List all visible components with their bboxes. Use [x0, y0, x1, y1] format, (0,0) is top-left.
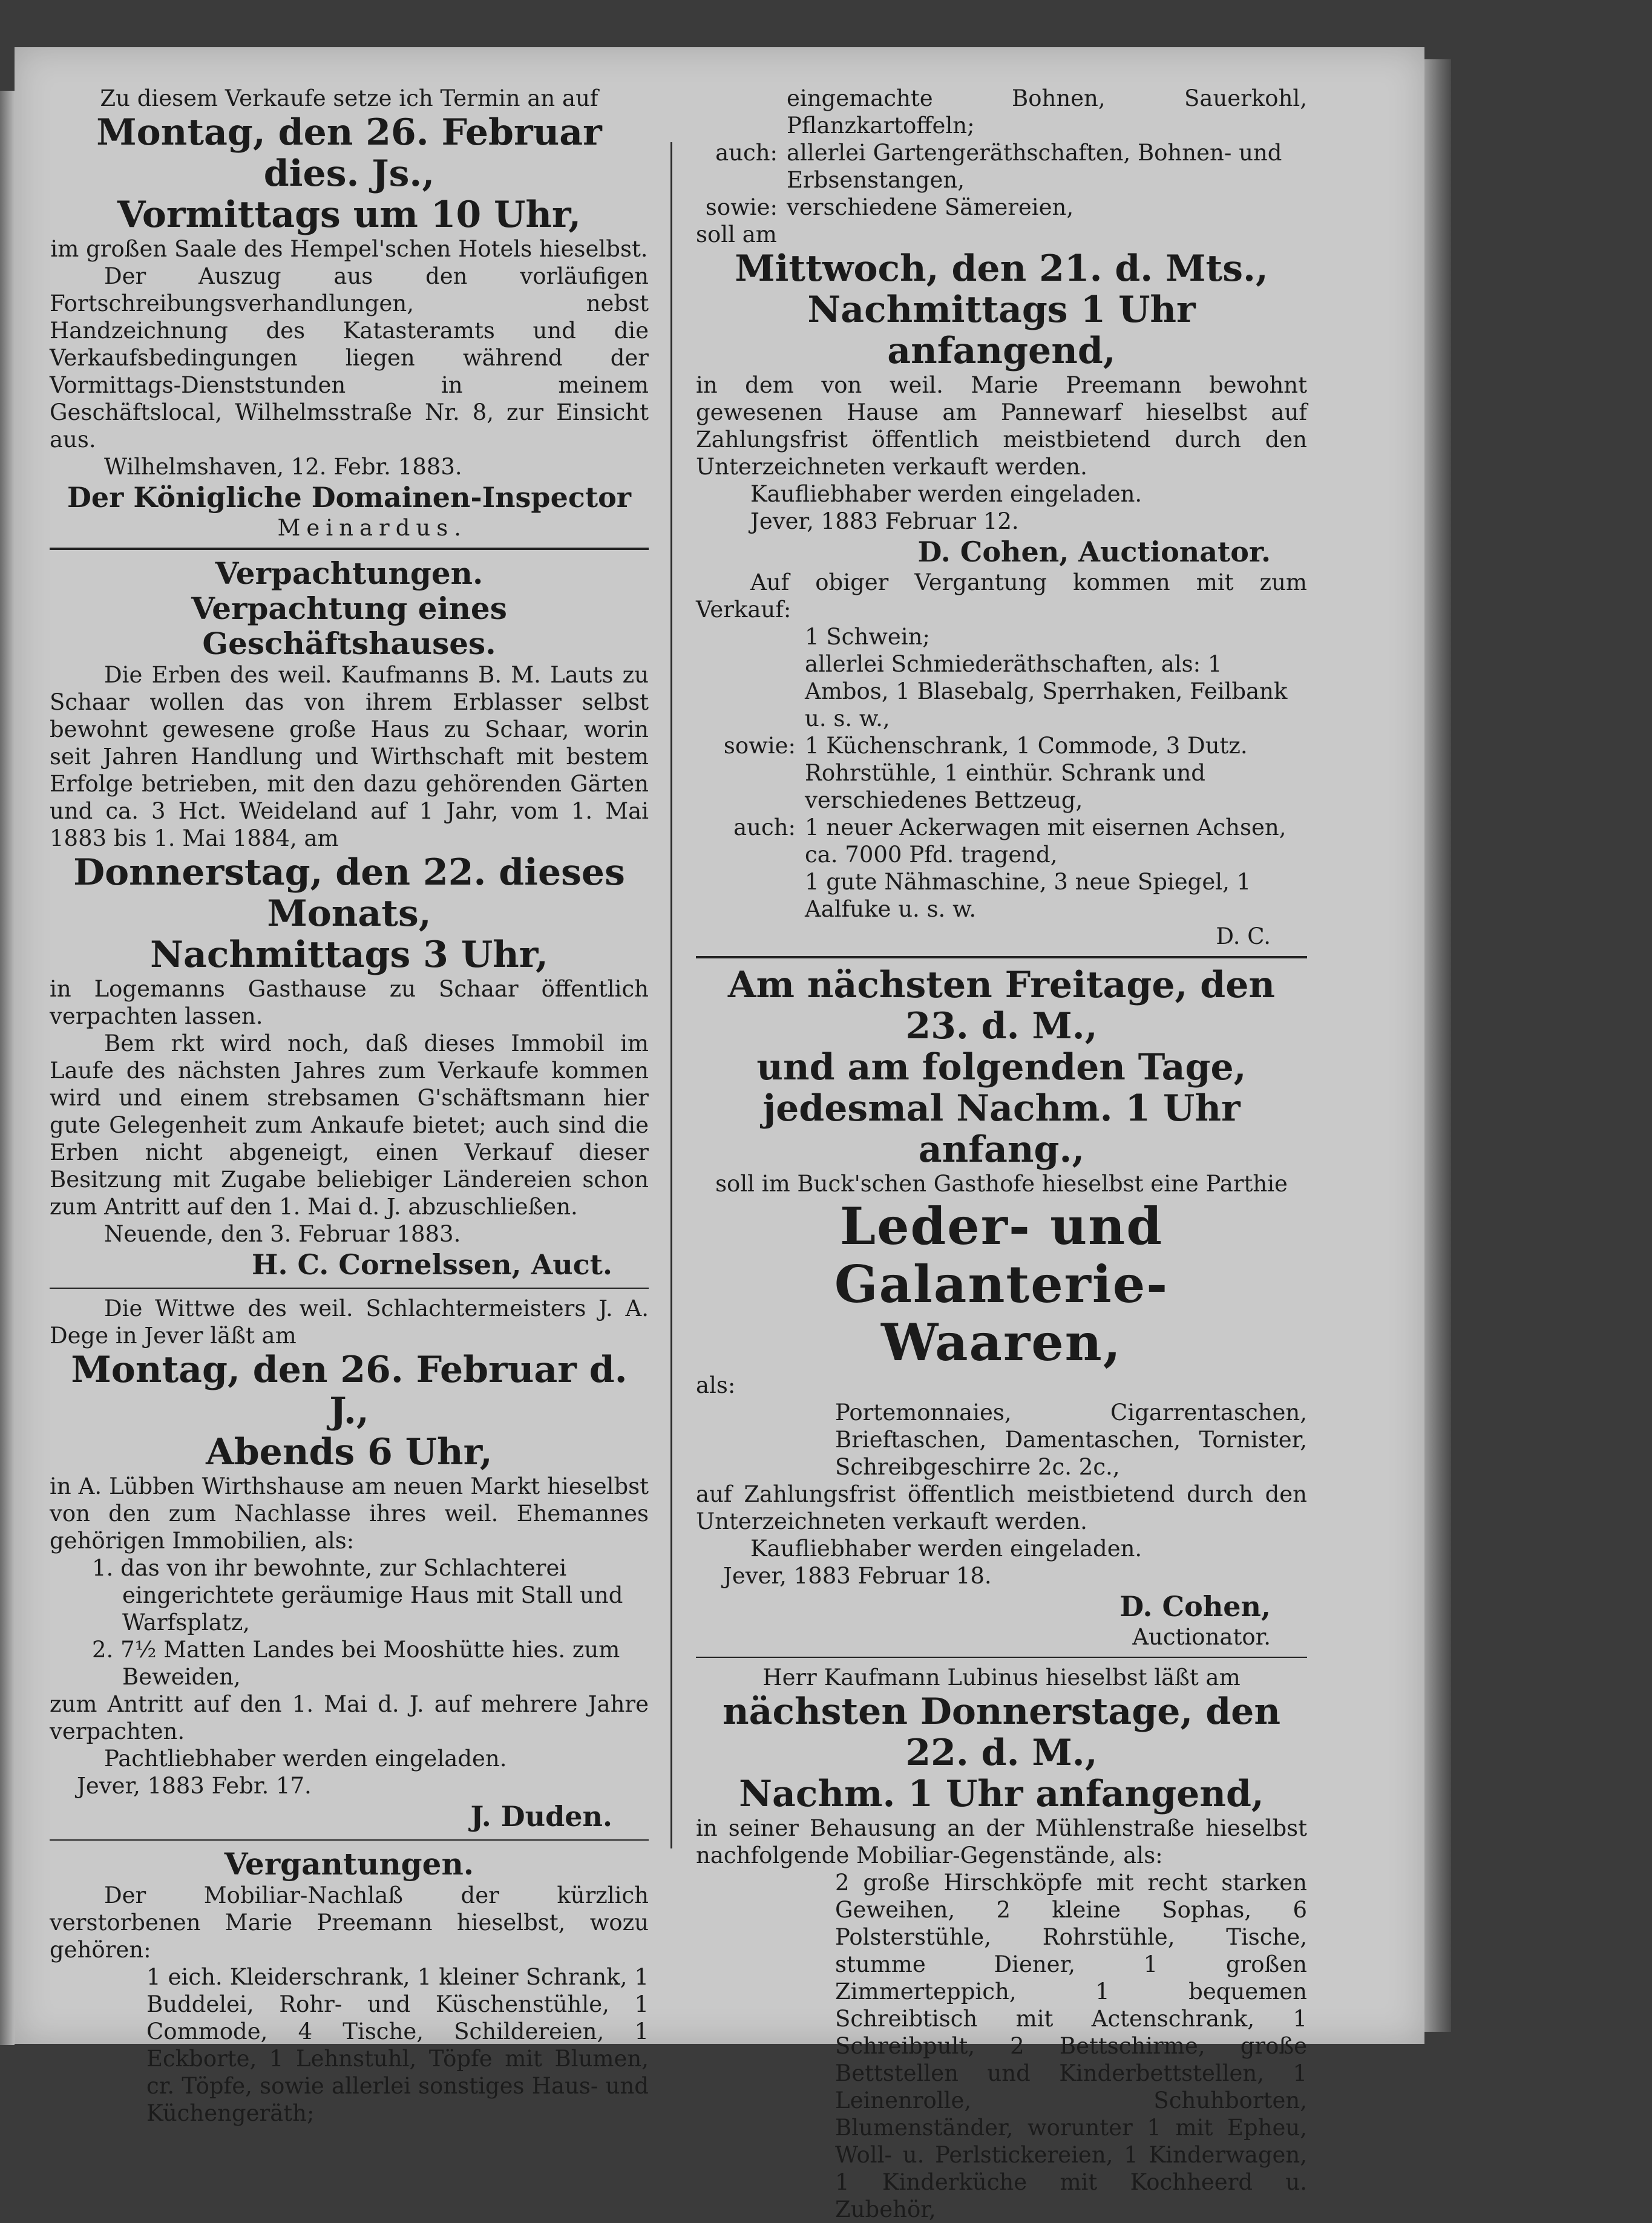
section-rule — [696, 1657, 1307, 1658]
ad-leather-goods — [696, 964, 1307, 1651]
ad-list-item: 1 Schwein; — [805, 624, 930, 650]
ad-auction-estate-cont — [696, 85, 1307, 950]
ad-list-item: allerlei Schmiederäthschaften, als: 1 Ambos, 1 Blasebalg, Sperrhaken, Feilbank u. s. w., — [805, 651, 1288, 732]
ad-place: in A. Lübben Wirthshause am neuen Markt hieselbst von den zum Nachlasse ihres weil. Ehemannes gehörigen Immobilien, als: — [50, 1473, 649, 1554]
ad-initials: D. C. — [1216, 923, 1271, 949]
row-text: 1 neuer Ackerwagen mit eisernen Achsen, ca. 7000 Pfd. tragend, — [805, 814, 1287, 868]
ad-note: Pachtliebhaber werden eingeladen. — [104, 1746, 507, 1772]
ad-labeled-row — [696, 814, 1307, 868]
section-heading: Vergantungen. — [224, 1846, 474, 1882]
ad-time: Nachmittags 1 Uhr anfangend, — [807, 289, 1196, 372]
ad-signature: D. Cohen, — [1119, 1590, 1271, 1623]
ad-dateline: Jever, 1883 Febr. 17. — [77, 1773, 312, 1799]
ad-text: Herr Kaufmann Lubinus hieselbst läßt am — [762, 1665, 1241, 1691]
ad-text-2: Auf obiger Vergantung kommen mit zum Verkauf: — [696, 569, 1307, 623]
page-binding-edge — [1424, 59, 1451, 2032]
section-heading: Verpachtungen. — [215, 555, 483, 591]
ad-text: soll im Buck'schen Gasthofe hieselbst eine Parthie — [715, 1171, 1288, 1197]
ad-labeled-row — [696, 732, 1307, 814]
ad-items: eingemachte Bohnen, Sauerkohl, Pflanzkartoffeln; — [787, 85, 1307, 139]
ad-labeled-row — [696, 194, 1307, 221]
ad-time: Abends 6 Uhr, — [206, 1431, 493, 1473]
ad-list-item: 2. 7½ Matten Landes bei Mooshütte hies. zum Beweiden, — [92, 1637, 620, 1690]
section-rule — [696, 956, 1307, 958]
ad-time: Nachm. 1 Uhr anfangend, — [739, 1773, 1264, 1815]
ad-domain-sale — [50, 85, 649, 542]
row-text: 1 Küchenschrank, 1 Commode, 3 Dutz. Rohrstühle, 1 einthür. Schrank und verschiedenes Bettzeug, — [805, 733, 1248, 813]
ad-title: Verpachtung eines Geschäftshauses. — [191, 591, 507, 661]
ad-text-2: auf Zahlungsfrist öffentlich meistbietend durch den Unterzeichneten verkauft werden. — [696, 1481, 1307, 1534]
ad-list-item: 1 gute Nähmaschine, 3 neue Spiegel, 1 Aalfuke u. s. w. — [805, 869, 1251, 922]
ad-place: im großen Saale des Hempel'schen Hotels hieselbst. — [50, 236, 648, 262]
ad-text: Der Mobiliar-Nachlaß der kürzlich verstorbenen Marie Preemann hieselbst, wozu gehören: — [50, 1882, 649, 1963]
ad-headline: Leder- und Galanterie- — [834, 1196, 1169, 1314]
ad-signature-title: Auctionator. — [1132, 1624, 1271, 1650]
ad-furniture-sale — [696, 1664, 1307, 2223]
row-text: allerlei Gartengeräthschaften, Bohnen- und Erbsenstangen, — [787, 140, 1282, 193]
row-label: sowie: — [723, 733, 796, 759]
ad-dateline: Jever, 1883 Februar 18. — [723, 1563, 992, 1589]
ad-dateline: Jever, 1883 Februar 12. — [750, 508, 1019, 534]
ad-signature: D. Cohen, Auctionator. — [917, 535, 1271, 568]
left-column — [50, 85, 649, 2127]
ad-date: nächsten Donnerstage, den 22. d. M., — [723, 1691, 1280, 1774]
ad-lease-business — [50, 556, 649, 1282]
ad-intro: Zu diesem Verkaufe setze ich Termin an auf — [100, 85, 598, 111]
row-label: sowie: — [705, 194, 778, 220]
ad-items: Portemonnaies, Cigarrentaschen, Brieftaschen, Damentaschen, Tornister, Schreibgeschirre 2c. 2c., — [835, 1400, 1307, 1480]
right-column — [696, 85, 1307, 2223]
row-text: verschiedene Sämereien, — [787, 194, 1074, 220]
ad-note: Kaufliebhaber werden eingeladen. — [750, 481, 1142, 507]
ad-signature-name: Meinardus. — [277, 515, 467, 541]
ad-time: Vormittags um 10 Uhr, — [117, 194, 582, 236]
row-label: auch: — [733, 814, 796, 840]
section-rule — [50, 548, 649, 550]
ad-place: in Logemanns Gasthause zu Schaar öffentlich verpachten lassen. — [50, 976, 649, 1029]
ad-date: Donnerstag, den 22. dieses Monats, — [73, 851, 625, 935]
ad-soll: soll am — [696, 221, 777, 247]
ad-lease-butcher — [50, 1295, 649, 1833]
ad-note: Kaufliebhaber werden eingeladen. — [750, 1536, 1142, 1562]
ad-time: Nachmittags 3 Uhr, — [150, 934, 548, 976]
ad-place: in seiner Behausung an der Mühlenstraße hieselbst nachfolgende Mobiliar-Gegenstände, als: — [696, 1815, 1307, 1868]
ad-headline-2: Waaren, — [881, 1312, 1122, 1372]
ad-text: Die Wittwe des weil. Schlachtermeisters J. A. Dege in Jever läßt am — [50, 1295, 649, 1349]
ad-date: Montag, den 26. Februar d. J., — [71, 1349, 628, 1432]
ad-signature: Der Königliche Domainen-Inspector — [67, 481, 632, 514]
row-label: auch: — [715, 140, 778, 166]
ad-time: jedesmal Nachm. 1 Uhr anfang., — [762, 1087, 1241, 1171]
ad-labeled-row — [696, 139, 1307, 194]
ad-date: Am nächsten Freitage, den 23. d. M., — [727, 964, 1276, 1047]
ad-signature: H. C. Cornelssen, Auct. — [252, 1248, 612, 1281]
section-rule — [50, 1288, 649, 1289]
ad-dateline: Wilhelmshaven, 12. Febr. 1883. — [104, 454, 462, 480]
ad-items: 2 große Hirschköpfe mit recht starken Geweihen, 2 kleine Sophas, 6 Polsterstühle, Rohrstühle, Tische, stumme Diener, 1 großen Zimmerteppich, 1 bequemen Schreibtisch mit Actenschrank, 1 Schreibpult, 2 Bettschirme, große Bettstellen und Kinderbettstellen, 1 Leinenrolle, Schuhborten, Blumenständer, worunter 1 mit Epheu, Woll- u. Perlstickereien, 1 Kinderwagen, 1 Kinderküche mit Kochheerd u. Zubehör, — [835, 1870, 1307, 2222]
ad-text-2: Bem rkt wird noch, daß dieses Immobil im Laufe des nächsten Jahres zum Verkaufe kommen wird und einem strebsamen G'schäftsmann hier gute Gelegenheit zum Ankaufe bietet; auch sind die Erben nicht abgeneigt, einen Verkauf dieser Besitzung mit Zugabe beliebiger Ländereien schon zum Antritt auf den 1. Mai d. J. abzuschließen. — [50, 1030, 649, 1220]
ad-signature: J. Duden. — [470, 1800, 612, 1833]
section-rule — [50, 1839, 649, 1841]
ad-dateline: Neuende, den 3. Februar 1883. — [104, 1221, 461, 1247]
ad-date: Montag, den 26. Februar dies. Js., — [96, 111, 602, 195]
ad-text: Der Auszug aus den vorläufigen Fortschreibungsverhandlungen, nebst Handzeichnung des Katasteramts und die Verkaufsbedingungen liegen während der Vormittags-Dienststunden in meinem Geschäftslocal, Wilhelmsstraße Nr. 8, zur Einsicht aus. — [50, 263, 649, 453]
ad-items: 1 eich. Kleiderschrank, 1 kleiner Schrank, 1 Buddelei, Rohr- und Küschenstühle, 1 Commode, 4 Tische, Schildereien, 1 Eckborte, 1 Lehnstuhl, Töpfe mit Blumen, cr. Töpfe, sowie allerlei sonstiges Haus- und Küchengeräth; — [146, 1964, 649, 2126]
adjacent-page-edge — [0, 91, 15, 2045]
ad-text: Die Erben des weil. Kaufmanns B. M. Lauts zu Schaar wollen das von ihrem Erblasser selbst bewohnt gewesene große Haus zu Schaar, worin seit Jahren Handlung und Wirthschaft mit bestem Erfolge betrieben, mit den dazu gehörenden Gärten und ca. 3 Hct. Weideland auf 1 Jahr, vom 1. Mai 1883 bis 1. Mai 1884, am — [50, 662, 649, 851]
ad-date-2: und am folgenden Tage, — [756, 1046, 1247, 1089]
ad-list-item: 1. das von ihr bewohnte, zur Schlachterei eingerichtete geräumige Haus mit Stall und Warfsplatz, — [92, 1555, 623, 1635]
column-divider — [670, 142, 672, 1848]
ad-als: als: — [696, 1372, 736, 1398]
ad-date: Mittwoch, den 21. d. Mts., — [735, 247, 1268, 290]
ad-auction-estate — [50, 1847, 649, 2127]
ad-text-2: zum Antritt auf den 1. Mai d. J. auf mehrere Jahre verpachten. — [50, 1691, 649, 1744]
ad-text: in dem von weil. Marie Preemann bewohnt gewesenen Hause am Pannewarf hieselbst auf Zahlungsfrist öffentlich meistbietend durch den Unterzeichneten verkauft werden. — [696, 372, 1307, 480]
